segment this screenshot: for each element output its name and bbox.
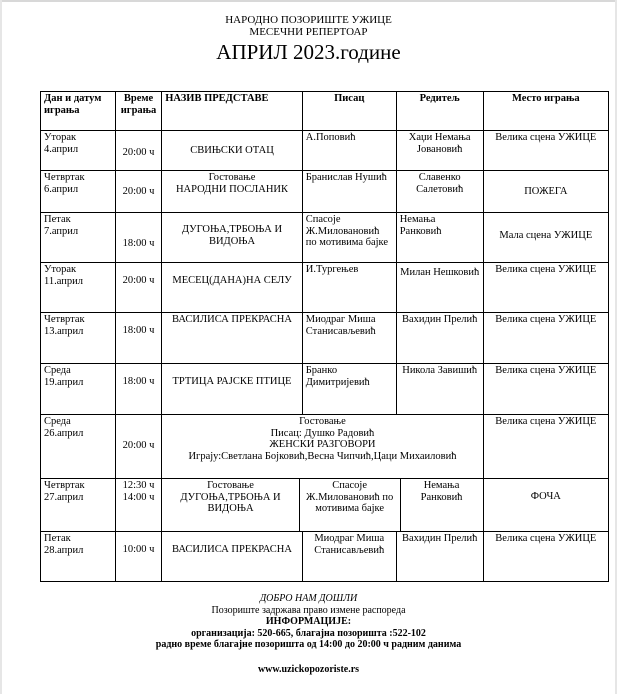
- col-header-title: НАЗИВ ПРЕДСТАВЕ: [162, 92, 302, 131]
- venue-cell: [483, 479, 608, 532]
- title-cell: [162, 532, 302, 582]
- window-edge-top: [0, 0, 617, 2]
- play-title: ДУГОЊА,ТРБОЊА И ВИДОЊА: [181, 224, 283, 247]
- date-cell: [41, 364, 116, 415]
- director-cell: Немања Ранковић: [420, 480, 463, 503]
- guest-label: Гостовање: [207, 480, 254, 491]
- time-cell: [115, 131, 161, 171]
- venue-cell: Велика сцена УЖИЦЕ: [483, 415, 608, 479]
- director-cell: Никола Завишић: [396, 364, 483, 415]
- welcome-text: ДОБРО НАМ ДОШЛИ: [259, 593, 358, 604]
- time-cell: [115, 213, 161, 263]
- date-cell: [41, 263, 116, 313]
- box-office-hours: радно време благајне позоришта од 14:00 до 20:00 ч радним данима: [155, 639, 462, 650]
- director-cell: Вахидин Прелић: [396, 532, 483, 582]
- venue-cell: [483, 213, 608, 263]
- venue-cell: Велика сцена УЖИЦЕ: [483, 313, 608, 364]
- author-cell: А.Поповић: [302, 131, 396, 171]
- day-date: 7.април: [44, 225, 79, 237]
- col-header-author: Писац: [302, 92, 396, 131]
- col-header-director: Редитељ: [396, 92, 483, 131]
- day-name: Четвртак: [44, 480, 85, 491]
- time-cell: [115, 532, 161, 582]
- split-event-cell: [162, 479, 483, 532]
- play-title: ДУГОЊА,ТРБОЊА И ВИДОЊА: [180, 491, 281, 514]
- day-name: Петак: [44, 214, 71, 225]
- day-date: 19.април: [44, 376, 84, 388]
- time-value: 20:00 ч: [122, 147, 155, 158]
- day-name: Среда: [44, 416, 71, 427]
- day-date: 27.април: [44, 491, 84, 503]
- time-value: 20:00 ч: [122, 186, 155, 197]
- author-cell: И.Тургењев: [302, 263, 396, 313]
- table-row: [41, 131, 609, 171]
- author-cell: Миодраг Миша Станисављевић: [302, 532, 396, 582]
- split-event-inner: [162, 479, 482, 531]
- day-name: Петак: [44, 533, 71, 544]
- director-cell: [396, 263, 483, 313]
- play-title: ТРТИЦА РАЈСКЕ ПТИЦЕ: [172, 376, 292, 387]
- day-date: 28.април: [44, 544, 84, 556]
- director-cell: Немања Ранковић: [396, 213, 483, 263]
- play-title: СВИЊСКИ ОТАЦ: [190, 145, 274, 156]
- guest-label: Гостовање: [208, 172, 256, 183]
- day-date: 4.април: [44, 143, 79, 155]
- author-cell: Бранислав Нушић: [302, 171, 396, 213]
- day-name: Уторак: [44, 264, 77, 275]
- date-cell: [41, 313, 116, 364]
- table-row: [41, 213, 609, 263]
- date-cell: [41, 171, 116, 213]
- venue-cell: Велика сцена УЖИЦЕ: [483, 364, 608, 415]
- director-cell: Вахидин Прелић: [396, 313, 483, 364]
- table-row: [41, 313, 609, 364]
- repertoire-subtitle: МЕСЕЧНИ РЕПЕРТОАР: [249, 26, 368, 38]
- phone-numbers: организација: 520-665, благајна позоришта :522-102: [191, 627, 426, 639]
- day-date: 13.април: [44, 325, 84, 337]
- table-row: [41, 479, 609, 532]
- table-row: [41, 415, 609, 479]
- time-cell: [115, 364, 161, 415]
- col-header-date: Дан и датум играња: [41, 92, 116, 131]
- title-cell: [162, 364, 302, 415]
- table-header-row: [41, 92, 609, 131]
- table-row: [41, 171, 609, 213]
- day-name: Уторак: [44, 132, 77, 143]
- play-title: НАРОДНИ ПОСЛАНИК: [175, 183, 289, 195]
- day-name: Среда: [44, 365, 71, 376]
- time-value-2: 14:00 ч: [122, 491, 155, 503]
- time-value: 12:30 ч: [122, 480, 155, 491]
- title-cell: [162, 263, 302, 313]
- time-cell: [115, 263, 161, 313]
- venue-value: ФОЧА: [530, 491, 561, 502]
- date-cell: [41, 213, 116, 263]
- month-title: АПРИЛ 2023.године: [216, 40, 401, 64]
- director-cell: Хаџи Немања Јовановић: [396, 131, 483, 171]
- title-cell: [162, 479, 299, 531]
- venue-cell: ПОЖЕГА: [483, 171, 608, 213]
- time-value: 18:00 ч: [122, 238, 155, 249]
- venue-cell: Велика сцена УЖИЦЕ: [483, 263, 608, 313]
- title-cell: [162, 131, 302, 171]
- time-cell: [115, 479, 161, 532]
- document-header: [0, 14, 617, 64]
- table-row: [41, 364, 609, 415]
- author-cell: Спасоје Ж.Миловановић по мотивима бајке: [299, 479, 400, 531]
- title-cell: [162, 213, 302, 263]
- window-edge-left: [0, 0, 2, 694]
- date-cell: [41, 479, 116, 532]
- date-cell: [41, 532, 116, 582]
- venue-cell: Велика сцена УЖИЦЕ: [483, 131, 608, 171]
- info-heading: ИНФОРМАЦИЈЕ:: [265, 616, 352, 627]
- play-title: ЖЕНСКИ РАЗГОВОРИ: [269, 439, 376, 450]
- document-footer: [0, 593, 617, 675]
- day-name: Четвртак: [44, 314, 85, 325]
- website-link[interactable]: www.uzickopozoriste.rs: [257, 663, 360, 675]
- day-date: 11.април: [44, 275, 83, 287]
- day-name: Четвртак: [44, 172, 85, 183]
- play-title: ВАСИЛИСА ПРЕКРАСНА: [172, 544, 292, 555]
- table-row: [41, 263, 609, 313]
- col-header-venue: Место играња: [483, 92, 608, 131]
- play-title: МЕСЕЦ(ДАНА)НА СЕЛУ: [172, 275, 292, 286]
- title-cell: ВАСИЛИСА ПРЕКРАСНА: [162, 313, 302, 364]
- col-header-time: Време играња: [115, 92, 161, 131]
- theatre-name: НАРОДНО ПОЗОРИШТЕ УЖИЦЕ: [225, 14, 392, 26]
- author-cell: Бранко Димитријевић: [302, 364, 396, 415]
- author-line: Писац: Душко Радовић: [270, 427, 375, 439]
- merged-event-cell: [162, 415, 483, 479]
- venue-value: Мала сцена УЖИЦЕ: [499, 230, 593, 241]
- venue-cell: Велика сцена УЖИЦЕ: [483, 532, 608, 582]
- time-cell: [115, 171, 161, 213]
- time-value: 20:00 ч: [122, 440, 155, 451]
- guest-label: Гостовање: [299, 416, 346, 427]
- schedule-notice: Позориште задржава право измене распореда: [211, 604, 406, 616]
- day-date: 26.април: [44, 427, 84, 439]
- author-cell: Спасоје Ж.Миловановић по мотивима бајке: [302, 213, 396, 263]
- table-row: [41, 532, 609, 582]
- director-cell: Славенко Салетовић: [396, 171, 483, 213]
- time-value: 18:00 ч: [122, 325, 155, 336]
- time-value: 10:00 ч: [122, 544, 155, 555]
- cast-line: Играју:Светлана Бојковић,Весна Чипчић,Цаци Михаиловић: [188, 450, 457, 462]
- time-cell: [115, 415, 161, 479]
- time-value: 20:00 ч: [122, 275, 155, 286]
- time-value: 18:00 ч: [122, 376, 155, 387]
- date-cell: [41, 131, 116, 171]
- repertoire-table: [40, 91, 609, 582]
- author-cell: Миодраг Миша Станисављевић: [302, 313, 396, 364]
- date-cell: [41, 415, 116, 479]
- day-date: 6.април: [44, 183, 79, 195]
- title-cell: [162, 171, 302, 213]
- time-cell: [115, 313, 161, 364]
- director-value: Милан Нешковић: [400, 267, 480, 278]
